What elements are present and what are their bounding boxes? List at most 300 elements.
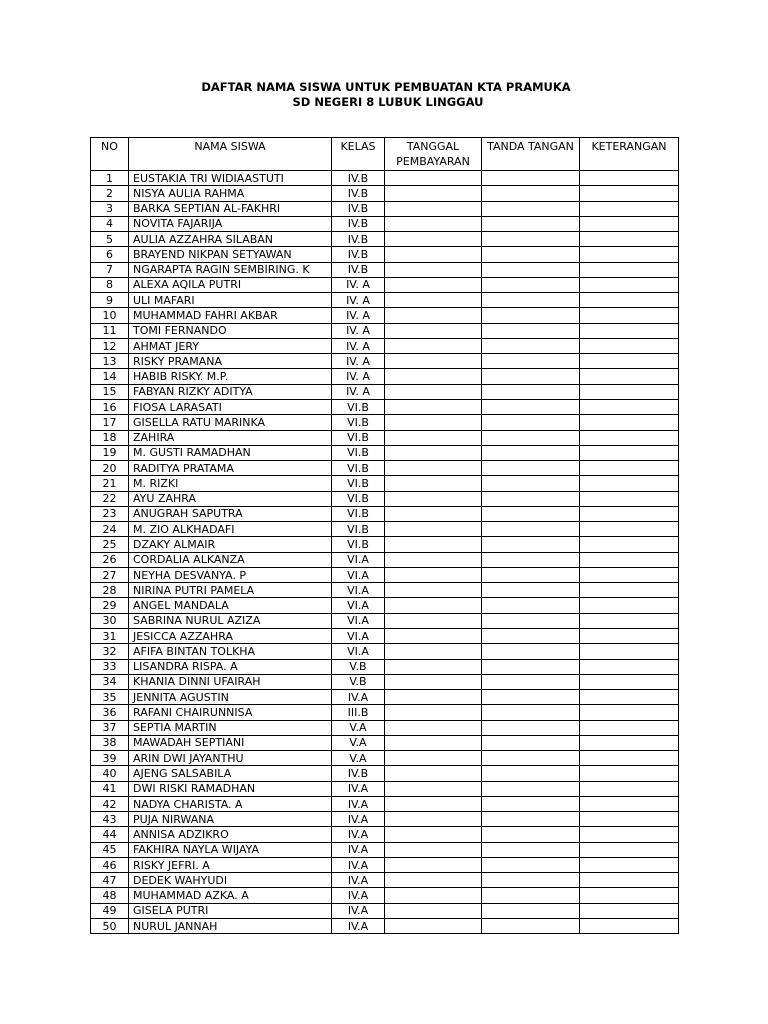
signature-cell — [482, 567, 580, 582]
table-row — [91, 613, 679, 628]
student-class: IV.A — [332, 857, 385, 872]
student-name: JENNITA AGUSTIN — [129, 690, 332, 705]
note-cell — [580, 186, 679, 201]
signature-cell — [482, 277, 580, 292]
header-keterangan: KETERANGAN — [580, 138, 679, 171]
payment-date-cell — [385, 812, 482, 827]
note-cell — [580, 476, 679, 491]
signature-cell — [482, 888, 580, 903]
student-name: NADYA CHARISTA. A — [129, 796, 332, 811]
table-row — [91, 522, 679, 537]
payment-date-cell — [385, 461, 482, 476]
row-number: 39 — [91, 751, 129, 766]
student-class: IV.A — [332, 796, 385, 811]
payment-date-cell — [385, 628, 482, 643]
student-class: IV.B — [332, 216, 385, 231]
table-row — [91, 720, 679, 735]
signature-cell — [482, 461, 580, 476]
student-class: V.B — [332, 659, 385, 674]
student-name: FAKHIRA NAYLA WIJAYA — [129, 842, 332, 857]
table-row — [91, 308, 679, 323]
payment-date-cell — [385, 338, 482, 353]
payment-date-cell — [385, 262, 482, 277]
signature-cell — [482, 781, 580, 796]
table-row — [91, 827, 679, 842]
student-class: IV. A — [332, 338, 385, 353]
note-cell — [580, 598, 679, 613]
student-class: VI.B — [332, 445, 385, 460]
student-name: DWI RISKI RAMADHAN — [129, 781, 332, 796]
note-cell — [580, 399, 679, 414]
student-class: IV.A — [332, 781, 385, 796]
note-cell — [580, 644, 679, 659]
table-row — [91, 262, 679, 277]
row-number: 31 — [91, 628, 129, 643]
signature-cell — [482, 491, 580, 506]
student-name: ANGEL MANDALA — [129, 598, 332, 613]
note-cell — [580, 262, 679, 277]
note-cell — [580, 720, 679, 735]
student-class: IV. A — [332, 354, 385, 369]
student-name: ZAHIRA — [129, 430, 332, 445]
row-number: 12 — [91, 338, 129, 353]
row-number: 23 — [91, 506, 129, 521]
table-row — [91, 644, 679, 659]
signature-cell — [482, 644, 580, 659]
payment-date-cell — [385, 445, 482, 460]
header-kelas: KELAS — [332, 138, 385, 171]
note-cell — [580, 537, 679, 552]
row-number: 44 — [91, 827, 129, 842]
student-name: LISANDRA RISPA. A — [129, 659, 332, 674]
student-name: JESICCA AZZAHRA — [129, 628, 332, 643]
note-cell — [580, 338, 679, 353]
student-class: IV. A — [332, 369, 385, 384]
student-class: IV. A — [332, 293, 385, 308]
student-class: VI.B — [332, 415, 385, 430]
note-cell — [580, 735, 679, 750]
row-number: 21 — [91, 476, 129, 491]
row-number: 29 — [91, 598, 129, 613]
student-name: ARIN DWI JAYANTHU — [129, 751, 332, 766]
note-cell — [580, 491, 679, 506]
signature-cell — [482, 293, 580, 308]
row-number: 37 — [91, 720, 129, 735]
student-name: DEDEK WAHYUDI — [129, 873, 332, 888]
signature-cell — [482, 827, 580, 842]
signature-cell — [482, 613, 580, 628]
row-number: 25 — [91, 537, 129, 552]
row-number: 10 — [91, 308, 129, 323]
row-number: 20 — [91, 461, 129, 476]
signature-cell — [482, 537, 580, 552]
signature-cell — [482, 857, 580, 872]
payment-date-cell — [385, 842, 482, 857]
payment-date-cell — [385, 659, 482, 674]
student-name: DZAKY ALMAIR — [129, 537, 332, 552]
student-class: VI.B — [332, 506, 385, 521]
table-row — [91, 323, 679, 338]
note-cell — [580, 293, 679, 308]
student-class: VI.A — [332, 628, 385, 643]
student-class: VI.A — [332, 583, 385, 598]
signature-cell — [482, 628, 580, 643]
signature-cell — [482, 232, 580, 247]
payment-date-cell — [385, 690, 482, 705]
payment-date-cell — [385, 888, 482, 903]
student-class: VI.B — [332, 491, 385, 506]
table-row — [91, 537, 679, 552]
student-class: VI.B — [332, 399, 385, 414]
row-number: 5 — [91, 232, 129, 247]
row-number: 16 — [91, 399, 129, 414]
student-class: IV.A — [332, 873, 385, 888]
note-cell — [580, 445, 679, 460]
note-cell — [580, 812, 679, 827]
signature-cell — [482, 873, 580, 888]
signature-cell — [482, 552, 580, 567]
student-class: IV.A — [332, 827, 385, 842]
row-number: 28 — [91, 583, 129, 598]
table-row — [91, 888, 679, 903]
payment-date-cell — [385, 384, 482, 399]
row-number: 15 — [91, 384, 129, 399]
student-name: AJENG SALSABILA — [129, 766, 332, 781]
signature-cell — [482, 247, 580, 262]
table-row — [91, 216, 679, 231]
table-row — [91, 338, 679, 353]
note-cell — [580, 415, 679, 430]
note-cell — [580, 857, 679, 872]
table-row — [91, 277, 679, 292]
student-class: IV. A — [332, 384, 385, 399]
row-number: 3 — [91, 201, 129, 216]
signature-cell — [482, 216, 580, 231]
table-row — [91, 247, 679, 262]
student-class: VI.A — [332, 598, 385, 613]
student-name: BARKA SEPTIAN AL-FAKHRI — [129, 201, 332, 216]
student-class: IV.B — [332, 232, 385, 247]
student-class: IV.A — [332, 919, 385, 934]
signature-cell — [482, 369, 580, 384]
note-cell — [580, 705, 679, 720]
student-class: V.A — [332, 735, 385, 750]
table-header-row — [91, 138, 679, 171]
signature-cell — [482, 338, 580, 353]
note-cell — [580, 369, 679, 384]
note-cell — [580, 919, 679, 934]
table-row — [91, 476, 679, 491]
note-cell — [580, 430, 679, 445]
student-name: NOVITA FAJARIJA — [129, 216, 332, 231]
payment-date-cell — [385, 827, 482, 842]
student-class: IV.B — [332, 247, 385, 262]
note-cell — [580, 567, 679, 582]
table-row — [91, 796, 679, 811]
student-class: V.B — [332, 674, 385, 689]
header-tanggal-pembayaran: TANGGAL PEMBAYARAN — [385, 138, 482, 171]
row-number: 27 — [91, 567, 129, 582]
signature-cell — [482, 445, 580, 460]
row-number: 24 — [91, 522, 129, 537]
student-name: M. ZIO ALKHADAFI — [129, 522, 332, 537]
payment-date-cell — [385, 583, 482, 598]
student-name: KHANIA DINNI UFAIRAH — [129, 674, 332, 689]
note-cell — [580, 842, 679, 857]
student-class: IV.B — [332, 766, 385, 781]
signature-cell — [482, 705, 580, 720]
row-number: 9 — [91, 293, 129, 308]
payment-date-cell — [385, 277, 482, 292]
note-cell — [580, 506, 679, 521]
student-class: VI.A — [332, 613, 385, 628]
table-row — [91, 567, 679, 582]
payment-date-cell — [385, 720, 482, 735]
signature-cell — [482, 690, 580, 705]
table-row — [91, 690, 679, 705]
signature-cell — [482, 201, 580, 216]
table-row — [91, 766, 679, 781]
student-class: IV.B — [332, 201, 385, 216]
payment-date-cell — [385, 308, 482, 323]
note-cell — [580, 613, 679, 628]
student-class: V.A — [332, 751, 385, 766]
student-name: GISELLA RATU MARINKA — [129, 415, 332, 430]
payment-date-cell — [385, 171, 482, 186]
table-row — [91, 430, 679, 445]
payment-date-cell — [385, 781, 482, 796]
row-number: 30 — [91, 613, 129, 628]
signature-cell — [482, 796, 580, 811]
row-number: 49 — [91, 903, 129, 918]
student-name: GISELA PUTRI — [129, 903, 332, 918]
row-number: 19 — [91, 445, 129, 460]
note-cell — [580, 171, 679, 186]
table-row — [91, 674, 679, 689]
payment-date-cell — [385, 399, 482, 414]
signature-cell — [482, 751, 580, 766]
payment-date-cell — [385, 232, 482, 247]
note-cell — [580, 308, 679, 323]
table-row — [91, 857, 679, 872]
row-number: 26 — [91, 552, 129, 567]
payment-date-cell — [385, 857, 482, 872]
header-no: NO — [91, 138, 129, 171]
student-name: PUJA NIRWANA — [129, 812, 332, 827]
signature-cell — [482, 842, 580, 857]
payment-date-cell — [385, 491, 482, 506]
note-cell — [580, 323, 679, 338]
student-class: VI.A — [332, 567, 385, 582]
student-name: M. GUSTI RAMADHAN — [129, 445, 332, 460]
table-row — [91, 461, 679, 476]
student-class: VI.B — [332, 522, 385, 537]
note-cell — [580, 247, 679, 262]
table-row — [91, 384, 679, 399]
student-name: AFIFA BINTAN TOLKHA — [129, 644, 332, 659]
student-name: AULIA AZZAHRA SILABAN — [129, 232, 332, 247]
student-class: V.A — [332, 720, 385, 735]
row-number: 43 — [91, 812, 129, 827]
row-number: 41 — [91, 781, 129, 796]
payment-date-cell — [385, 796, 482, 811]
student-name: RISKY JEFRI. A — [129, 857, 332, 872]
row-number: 42 — [91, 796, 129, 811]
student-class: IV. A — [332, 308, 385, 323]
payment-date-cell — [385, 415, 482, 430]
row-number: 34 — [91, 674, 129, 689]
table-row — [91, 781, 679, 796]
student-name: ANNISA ADZIKRO — [129, 827, 332, 842]
row-number: 32 — [91, 644, 129, 659]
note-cell — [580, 216, 679, 231]
payment-date-cell — [385, 613, 482, 628]
row-number: 11 — [91, 323, 129, 338]
payment-date-cell — [385, 247, 482, 262]
signature-cell — [482, 186, 580, 201]
student-name: AHMAT JERY — [129, 338, 332, 353]
student-class: IV. A — [332, 323, 385, 338]
row-number: 8 — [91, 277, 129, 292]
payment-date-cell — [385, 476, 482, 491]
signature-cell — [482, 308, 580, 323]
row-number: 18 — [91, 430, 129, 445]
student-class: VI.B — [332, 430, 385, 445]
table-row — [91, 552, 679, 567]
table-row — [91, 583, 679, 598]
note-cell — [580, 277, 679, 292]
student-name: MUHAMMAD AZKA. A — [129, 888, 332, 903]
table-row — [91, 735, 679, 750]
signature-cell — [482, 262, 580, 277]
row-number: 13 — [91, 354, 129, 369]
student-class: VI.A — [332, 644, 385, 659]
row-number: 7 — [91, 262, 129, 277]
table-row — [91, 399, 679, 414]
student-class: VI.A — [332, 552, 385, 567]
student-class: VI.B — [332, 461, 385, 476]
note-cell — [580, 628, 679, 643]
signature-cell — [482, 415, 580, 430]
note-cell — [580, 232, 679, 247]
payment-date-cell — [385, 873, 482, 888]
student-class: III.B — [332, 705, 385, 720]
row-number: 38 — [91, 735, 129, 750]
table-row — [91, 293, 679, 308]
payment-date-cell — [385, 216, 482, 231]
table-row — [91, 659, 679, 674]
student-class: VI.B — [332, 537, 385, 552]
signature-cell — [482, 598, 580, 613]
document-title: DAFTAR NAMA SISWA UNTUK PEMBUATAN KTA PRAMUKA — [201, 80, 571, 94]
payment-date-cell — [385, 766, 482, 781]
signature-cell — [482, 583, 580, 598]
student-name: RISKY PRAMANA — [129, 354, 332, 369]
signature-cell — [482, 399, 580, 414]
payment-date-cell — [385, 323, 482, 338]
table-row — [91, 415, 679, 430]
signature-cell — [482, 384, 580, 399]
student-name: NEYHA DESVANYA. P — [129, 567, 332, 582]
student-name: NGARAPTA RAGIN SEMBIRING. K — [129, 262, 332, 277]
note-cell — [580, 888, 679, 903]
row-number: 46 — [91, 857, 129, 872]
payment-date-cell — [385, 674, 482, 689]
student-table — [90, 137, 679, 934]
row-number: 45 — [91, 842, 129, 857]
note-cell — [580, 903, 679, 918]
row-number: 17 — [91, 415, 129, 430]
payment-date-cell — [385, 919, 482, 934]
payment-date-cell — [385, 354, 482, 369]
student-name: EUSTAKIA TRI WIDIAASTUTI — [129, 171, 332, 186]
note-cell — [580, 781, 679, 796]
payment-date-cell — [385, 751, 482, 766]
payment-date-cell — [385, 186, 482, 201]
signature-cell — [482, 659, 580, 674]
row-number: 35 — [91, 690, 129, 705]
document-subtitle: SD NEGERI 8 LUBUK LINGGAU — [292, 95, 484, 109]
table-row — [91, 491, 679, 506]
student-class: IV.A — [332, 690, 385, 705]
payment-date-cell — [385, 735, 482, 750]
note-cell — [580, 583, 679, 598]
signature-cell — [482, 812, 580, 827]
signature-cell — [482, 476, 580, 491]
student-name: MAWADAH SEPTIANI — [129, 735, 332, 750]
payment-date-cell — [385, 506, 482, 521]
row-number: 4 — [91, 216, 129, 231]
student-name: FIOSA LARASATI — [129, 399, 332, 414]
student-name: FABYAN RIZKY ADITYA — [129, 384, 332, 399]
table-row — [91, 186, 679, 201]
student-name: NISYA AULIA RAHMA — [129, 186, 332, 201]
student-name: NURUL JANNAH — [129, 919, 332, 934]
note-cell — [580, 674, 679, 689]
table-row — [91, 903, 679, 918]
student-name: SABRINA NURUL AZIZA — [129, 613, 332, 628]
payment-date-cell — [385, 537, 482, 552]
row-number: 40 — [91, 766, 129, 781]
signature-cell — [482, 323, 580, 338]
table-row — [91, 751, 679, 766]
student-class: IV.A — [332, 888, 385, 903]
payment-date-cell — [385, 567, 482, 582]
signature-cell — [482, 903, 580, 918]
note-cell — [580, 796, 679, 811]
table-row — [91, 842, 679, 857]
table-row — [91, 369, 679, 384]
note-cell — [580, 201, 679, 216]
note-cell — [580, 873, 679, 888]
student-name: SEPTIA MARTIN — [129, 720, 332, 735]
payment-date-cell — [385, 430, 482, 445]
row-number: 2 — [91, 186, 129, 201]
student-class: IV.A — [332, 903, 385, 918]
payment-date-cell — [385, 552, 482, 567]
payment-date-cell — [385, 598, 482, 613]
row-number: 22 — [91, 491, 129, 506]
payment-date-cell — [385, 705, 482, 720]
row-number: 33 — [91, 659, 129, 674]
student-name: HABIB RISKY. M.P. — [129, 369, 332, 384]
payment-date-cell — [385, 644, 482, 659]
note-cell — [580, 751, 679, 766]
note-cell — [580, 690, 679, 705]
header-tanda-tangan: TANDA TANGAN — [482, 138, 580, 171]
signature-cell — [482, 720, 580, 735]
signature-cell — [482, 735, 580, 750]
